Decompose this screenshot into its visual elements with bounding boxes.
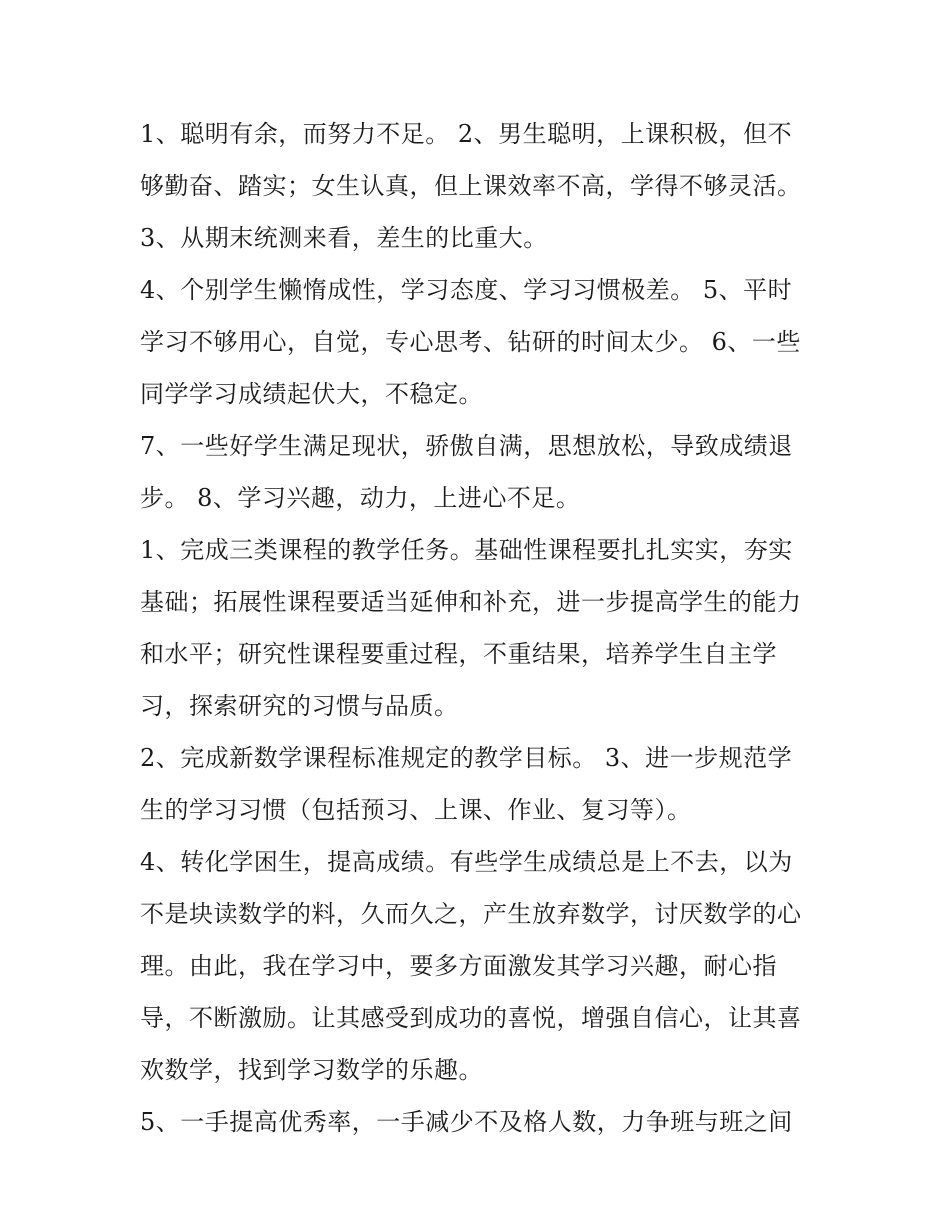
text-line: 同学学习成绩起伏大，不稳定。	[140, 380, 483, 408]
text-line: 够勤奋、踏实；女生认真，但上课效率不高，学得不够灵活。	[140, 172, 802, 200]
text-line: 习，探索研究的习惯与品质。	[140, 692, 459, 720]
text-line: 4、转化学困生，提高成绩。有些学生成绩总是上不去，以为	[140, 848, 793, 876]
text-line: 基础；拓展性课程要适当延伸和补充，进一步提高学生的能力	[140, 588, 802, 616]
text-line: 步。 8、学习兴趣，动力，上进心不足。	[140, 484, 581, 512]
text-line: 理。由此，我在学习中，要多方面激发其学习兴趣，耐心指	[140, 952, 777, 980]
text-line: 1、聪明有余，而努力不足。 2、男生聪明，上课积极，但不	[140, 120, 793, 148]
text-line: 1、完成三类课程的教学任务。基础性课程要扎扎实实，夯实	[140, 536, 793, 564]
text-line: 欢数学，找到学习数学的乐趣。	[140, 1056, 483, 1084]
document-body	[140, 108, 820, 1148]
text-line: 5、一手提高优秀率，一手减少不及格人数，力争班与班之间	[140, 1108, 793, 1136]
text-line: 2、完成新数学课程标准规定的教学目标。 3、进一步规范学	[140, 744, 793, 772]
text-line: 不是块读数学的料，久而久之，产生放弃数学，讨厌数学的心	[140, 900, 802, 928]
text-line: 生的学习习惯（包括预习、上课、作业、复习等）。	[140, 796, 692, 824]
text-line: 3、从期末统测来看，差生的比重大。	[140, 224, 548, 252]
text-line: 导，不断激励。让其感受到成功的喜悦，增强自信心，让其喜	[140, 1004, 802, 1032]
text-line: 和水平；研究性课程要重过程，不重结果，培养学生自主学	[140, 640, 777, 668]
text-line: 7、一些好学生满足现状，骄傲自满，思想放松，导致成绩退	[140, 432, 793, 460]
text-line: 学习不够用心，自觉，专心思考、钻研的时间太少。 6、一些	[140, 328, 801, 356]
text-line: 4、个别学生懒惰成性，学习态度、学习习惯极差。 5、平时	[140, 276, 793, 304]
